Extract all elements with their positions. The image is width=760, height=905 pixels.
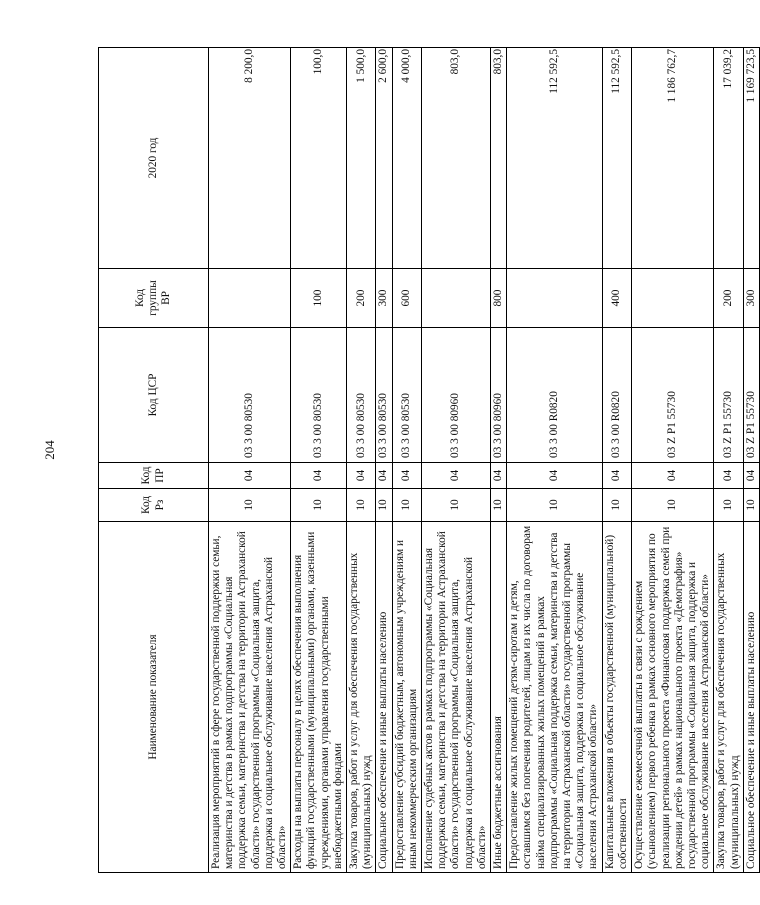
budget-table [98,47,760,873]
row-name: Социальное обеспечение и иные выплаты населению [743,522,759,873]
header-rz: Код Рз [99,489,209,522]
header-name: Наименование показателя [99,522,209,873]
row-rz: 10 [507,489,602,522]
row-pr: 04 [422,463,491,489]
table-row [376,48,392,873]
table-row [209,48,291,873]
row-csr: 03 3 00 R0820 [507,328,602,463]
row-pr: 04 [376,463,392,489]
row-csr: 03 3 00 80530 [291,328,347,463]
row-name: Закупка товаров, работ и услуг для обеспечения государственных (муниципальных) нужд [347,522,376,873]
row-vr: 100 [291,269,347,328]
header-pr: Код ПР [99,463,209,489]
row-pr: 04 [347,463,376,489]
row-amount: 2 600,0 [376,48,392,269]
row-rz: 10 [376,489,392,522]
row-vr: 400 [602,269,631,328]
header-vr: Код группы ВР [99,269,209,328]
row-name: Исполнение судебных актов в рамках подпрограммы «Социальная поддержка семьи, материнства и детства на территории Астраханской области» государственной программы «Социальная защита, поддержка и социальное обслуживание населения Астраханской области» [422,522,491,873]
table-body [209,48,760,873]
row-rz: 10 [209,489,291,522]
row-csr: 03 Z P1 55730 [714,328,743,463]
table-row [392,48,421,873]
row-name: Закупка товаров, работ и услуг для обеспечения государственных (муниципальных) нужд [714,522,743,873]
row-name: Капитальные вложения в объекты государственной (муниципальной) собственности [602,522,631,873]
row-csr: 03 3 00 80530 [376,328,392,463]
row-amount: 1 169 723,5 [743,48,759,269]
row-pr: 04 [602,463,631,489]
row-rz: 10 [347,489,376,522]
table-row [347,48,376,873]
row-pr: 04 [209,463,291,489]
row-csr: 03 Z P1 55730 [632,328,714,463]
row-vr: 200 [714,269,743,328]
row-amount: 803,0 [491,48,507,269]
row-pr: 04 [291,463,347,489]
row-rz: 10 [491,489,507,522]
row-amount: 17 039,2 [714,48,743,269]
row-amount: 1 186 762,7 [632,48,714,269]
table-row [507,48,602,873]
row-vr: 800 [491,269,507,328]
row-pr: 04 [714,463,743,489]
table-row [291,48,347,873]
row-name: Расходы на выплаты персоналу в целях обеспечения выполнения функций государственными (муниципальными) органами, казенными учреждениями, органами управления государственными внебюджетными фондами [291,522,347,873]
header-amount: 2020 год [99,48,209,269]
row-vr [632,269,714,328]
row-amount: 1 500,0 [347,48,376,269]
row-name: Предоставление жилых помещений детям-сиротам и детям, оставшимся без попечения родителей, лицам из их числа по договорам найма специализированных жилых помещений в рамках подпрограммы «Социальная поддержка семьи, материнства и детства на территории Астраханской области» государственной программы «Социальная защита, поддержка и социальное обслуживание населения Астраханской области» [507,522,602,873]
row-rz: 10 [602,489,631,522]
row-amount: 112 592,5 [507,48,602,269]
row-name: Социальное обеспечение и иные выплаты населению [376,522,392,873]
row-vr: 200 [347,269,376,328]
row-name: Иные бюджетные ассигнования [491,522,507,873]
row-name: Осуществление ежемесячной выплаты в связи с рождением (усыновлением) первого ребенка в рамках основного мероприятия по реализации регионального проекта «Финансовая поддержка семей при рождении детей» в рамках национального проекта «Демография» государственной программы «Социальная защита, поддержка и социальное обслуживание населения Астраханской области» [632,522,714,873]
row-pr: 04 [392,463,421,489]
row-csr: 03 Z P1 55730 [743,328,759,463]
row-rz: 10 [714,489,743,522]
header-csr: Код ЦСР [99,328,209,463]
row-pr: 04 [491,463,507,489]
row-rz: 10 [422,489,491,522]
row-pr: 04 [632,463,714,489]
table-row [632,48,714,873]
row-csr: 03 3 00 80530 [392,328,421,463]
row-csr: 03 3 00 80960 [491,328,507,463]
row-rz: 10 [743,489,759,522]
row-name: Реализация мероприятий в сфере государственной поддержки семьи, материнства и детства в рамках подпрограммы «Социальная поддержка семьи, материнства и детства на территории Астраханской области» государственной программы «Социальная защита, поддержка и социальное обслуживание населения Астраханской области» [209,522,291,873]
table-row [714,48,743,873]
rotated-page-content [98,48,757,873]
page-number: 204 [42,440,57,460]
row-pr: 04 [507,463,602,489]
table-row [422,48,491,873]
row-rz: 10 [632,489,714,522]
row-amount: 4 000,0 [392,48,421,269]
row-vr: 300 [376,269,392,328]
table-row [602,48,631,873]
row-vr [507,269,602,328]
table-header-row [99,48,209,873]
row-vr [209,269,291,328]
row-rz: 10 [392,489,421,522]
row-name: Предоставление субсидий бюджетным, автономным учреждениям и иным некоммерческим организациям [392,522,421,873]
row-rz: 10 [291,489,347,522]
table-row [491,48,507,873]
table-row [743,48,759,873]
row-csr: 03 3 00 80530 [347,328,376,463]
row-vr: 300 [743,269,759,328]
row-amount: 8 200,0 [209,48,291,269]
row-vr [422,269,491,328]
row-csr: 03 3 00 80960 [422,328,491,463]
row-vr: 600 [392,269,421,328]
row-amount: 100,0 [291,48,347,269]
row-csr: 03 3 00 R0820 [602,328,631,463]
row-amount: 112 592,5 [602,48,631,269]
row-csr: 03 3 00 80530 [209,328,291,463]
row-amount: 803,0 [422,48,491,269]
row-pr: 04 [743,463,759,489]
